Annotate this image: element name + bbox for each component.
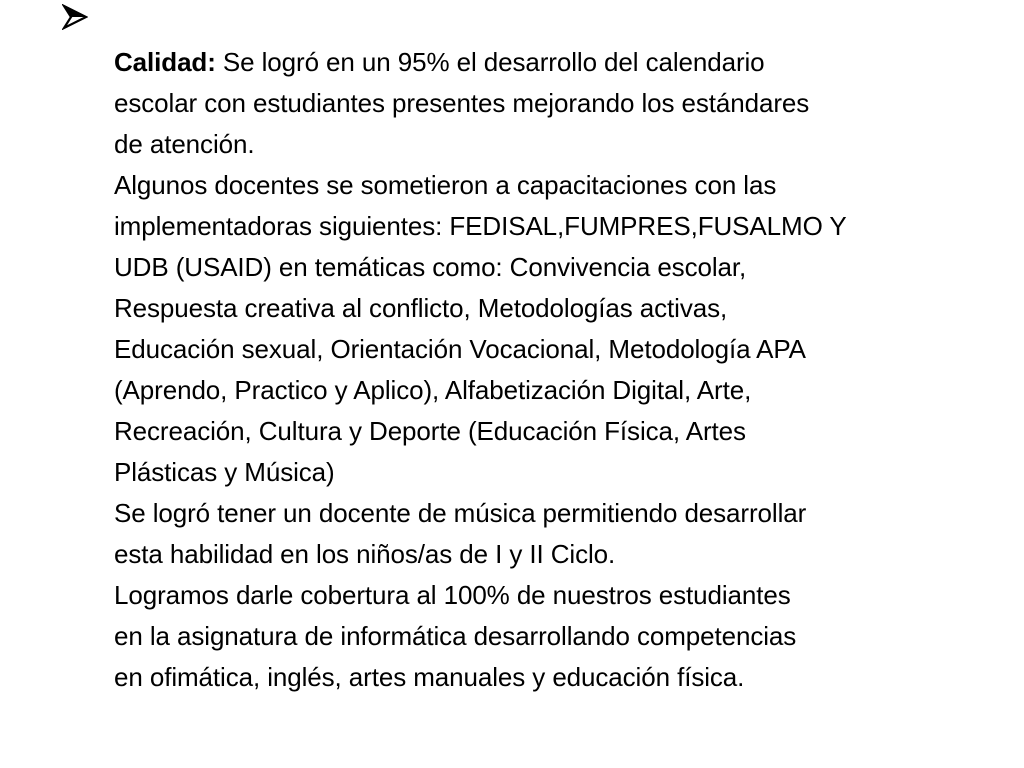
text-line-12: Se logró tener un docente de música permitiendo desarrollar <box>114 498 807 528</box>
text-line-13: esta habilidad en los niños/as de I y II Ciclo. <box>114 539 616 569</box>
text-line-2: escolar con estudiantes presentes mejorando los estándares <box>114 88 810 118</box>
text-line-1 <box>114 42 994 83</box>
arrowhead-bullet-icon <box>62 4 88 30</box>
text-line-16: en ofimática, inglés, artes manuales y educación física. <box>114 662 745 692</box>
text-line-6: UDB (USAID) en temáticas como: Convivencia escolar, <box>114 252 747 282</box>
text-line-14: Logramos darle cobertura al 100% de nuestros estudiantes <box>114 580 791 610</box>
text-line-15: en la asignatura de informática desarrollando competencias <box>114 621 797 651</box>
text-line-3: de atención. <box>114 129 255 159</box>
text-line-11: Plásticas y Música) <box>114 457 335 487</box>
slide-body-text <box>114 42 994 698</box>
text-line-5: implementadoras siguientes: FEDISAL,FUMPRES,FUSALMO Y <box>114 211 847 241</box>
text-line-7: Respuesta creativa al conflicto, Metodologías activas, <box>114 293 728 323</box>
text-line-9: (Aprendo, Practico y Aplico), Alfabetización Digital, Arte, <box>114 375 752 405</box>
text-line-10: Recreación, Cultura y Deporte (Educación Física, Artes <box>114 416 746 446</box>
text-line-8: Educación sexual, Orientación Vocacional, Metodología APA <box>114 334 806 364</box>
quality-label: Calidad: <box>114 47 216 77</box>
text-line-1-body: Se logró en un 95% el desarrollo del calendario <box>215 47 765 77</box>
text-line-4: Algunos docentes se sometieron a capacitaciones con las <box>114 170 777 200</box>
